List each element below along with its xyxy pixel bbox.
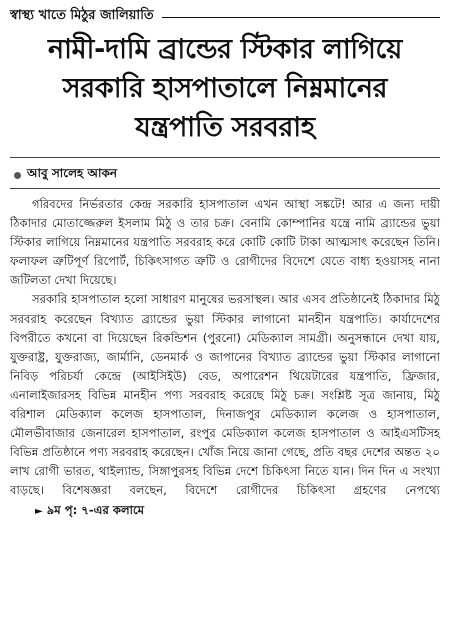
headline-line-1: নামী-দামি ব্রান্ডের স্টিকার লাগিয়ে bbox=[48, 34, 402, 65]
headline bbox=[10, 30, 440, 147]
headline-divider bbox=[10, 157, 440, 158]
byline: আবু সালেহ আকন bbox=[27, 166, 118, 180]
headline-line-3: যন্ত্রপাতি সরবরাহ bbox=[135, 112, 315, 143]
bullet-icon bbox=[14, 172, 21, 179]
article-body bbox=[10, 195, 440, 521]
kicker-row bbox=[10, 6, 440, 26]
byline-divider bbox=[10, 188, 440, 189]
arrow-right-icon: ► bbox=[35, 505, 43, 517]
jump-line bbox=[10, 503, 144, 517]
paragraph-2 bbox=[10, 290, 440, 520]
paragraph-1: গরিবদের নির্ভরতার কেন্দ্র সরকারি হাসপাতাল এখন আস্থা সঙ্কটে! আর এ জন্য দায়ী ঠিকাদার মোতাজ্জেরুল ইসলাম মিঠু ও তার চক্র। বেনামি কোম্পানির যন্ত্রে নামি ব্র্যান্ডের ভুয়া স্টিকার লাগিয়ে নিম্নমানের যন্ত্রপাতি সরবরাহ করে কোটি কোটি টাকা আত্মসাৎ করেছেন তিনি। ফলাফল ত্রুটিপূর্ণ রিপোর্ট, চিকিৎসাগত ত্রুটি ও রোগীদের বিদেশে যেতে বাধ্য হওয়াসহ নানা জটিলতা দেখা দিয়েছে। bbox=[10, 197, 440, 288]
jump-text: ৯ম পৃ: ৭-এর কলামে bbox=[46, 502, 145, 517]
headline-line-2: সরকারি হাসপাতালে নিম্নমানের bbox=[62, 73, 388, 104]
byline-row bbox=[10, 164, 440, 186]
paragraph-2-text: সরকারি হাসপাতাল হলো সাধারণ মানুষের ভরসাস্থল। আর এসব প্রতিষ্ঠানেই ঠিকাদার মিঠু সরবরাহ করেছেন বিখ্যাত ব্র্যান্ডের ভুয়া স্টিকার লাগানো মানহীন যন্ত্রপাতি। কার্যাদেশের বিপরীতে কখনো বা দিয়েছেন রিকন্ডিশন (পুরনো) মেডিক্যাল সামগ্রী। অনুসন্ধানে দেখা যায়, যুক্তরাষ্ট্র, যুক্তরাজ্য, জার্মানি, ডেনমার্ক ও জাপানের বিখ্যাত ব্র্যান্ডের ভুয়া স্টিকার লাগানো নিবিড় পরিচর্যা কেন্দ্রে (আইসিইউ) বেড, অপারেশন থিয়েটারের যন্ত্রপাতি, ফ্রিজার, এনালাইজারসহ বিভিন্ন মানহীন পণ্য সরবরাহ করেছে মিঠু চক্র। সংশ্লিষ্ট সূত্র জানায়, মিঠু বরিশাল মেডিক্যাল কলেজ হাসপাতাল, দিনাজপুর মেডিক্যাল কলেজ ও হাসপাতাল, মৌলভীবাজার জেনারেল হাসপাতাল, রংপুর মেডিক্যাল কলেজ হাসপাতাল ও আইএসটিসহ বিভিন্ন প্রতিষ্ঠানে পণ্য সরবরাহ করেছেন। খোঁজ নিয়ে জানা গেছে, প্রতি বছর দেশের অন্তত ২০ লাখ রোগী ভারত, থাইল্যান্ড, সিঙ্গাপুরসহ বিভিন্ন দেশে চিকিৎসা নিতে যান। দিন দিন এ সংখ্যা বাড়ছে। বিশেষজ্ঞরা বলছেন, বিদেশে রোগীদের চিকিৎসা গ্রহণের নেপথ্যে bbox=[10, 292, 440, 498]
kicker-rule bbox=[162, 17, 440, 18]
kicker: স্বাস্থ্য খাতে মিঠুর জালিয়াতি bbox=[10, 8, 154, 23]
